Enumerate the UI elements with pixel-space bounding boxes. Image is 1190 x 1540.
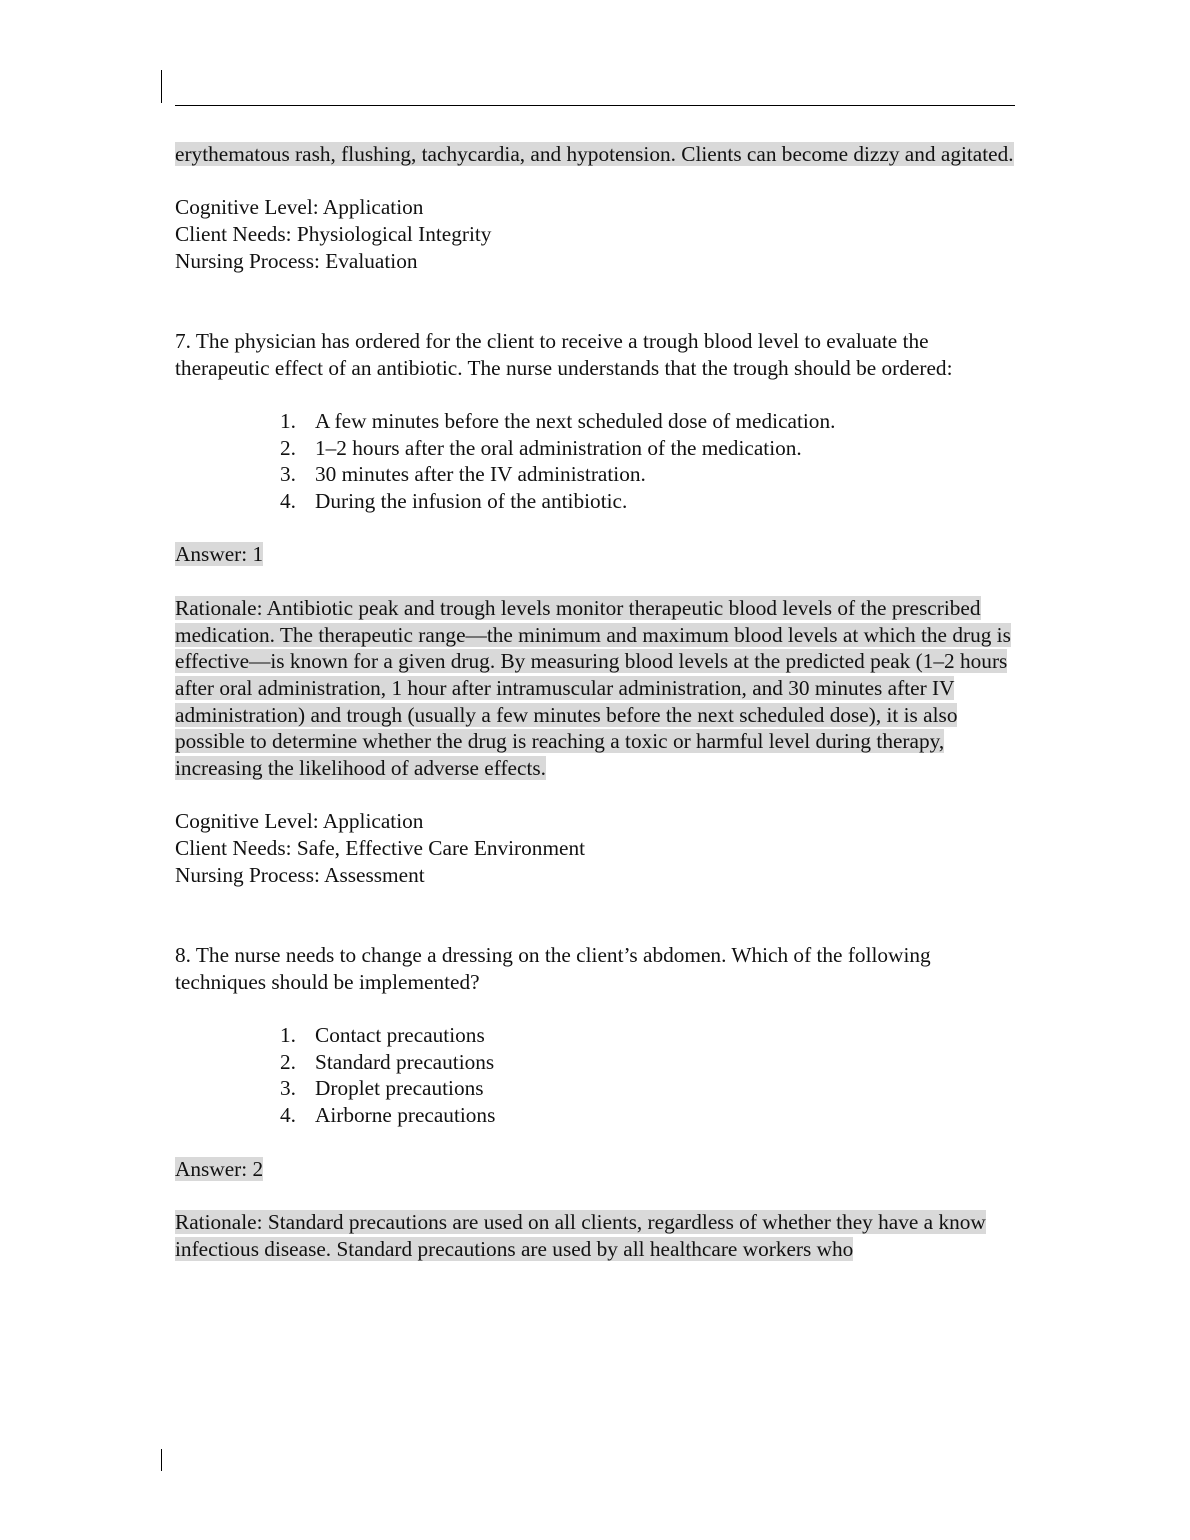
client-needs: Client Needs: Safe, Effective Care Environment — [175, 836, 586, 861]
cognitive-level: Cognitive Level: Application — [175, 195, 424, 220]
answer: Answer: 1 — [175, 542, 264, 567]
meta-block-1 — [175, 194, 1015, 274]
document-body — [175, 141, 1015, 1262]
rationale: Rationale: Standard precautions are used on all clients, regardless of whether they have a know infectious disease. Standard precautions are used by all healthcare workers who — [175, 1209, 986, 1261]
question-8 — [175, 942, 1015, 1262]
header-rule — [175, 105, 1015, 106]
option-item: 3. 30 minutes after the IV administration. — [280, 462, 646, 487]
cognitive-level: Cognitive Level: Application — [175, 809, 424, 834]
question-stem: 8. The nurse needs to change a dressing on the client’s abdomen. Which of the following techniques should be implemented? — [175, 942, 931, 994]
crop-mark-top — [161, 70, 162, 103]
option-item: 1. A few minutes before the next scheduled dose of medication. — [280, 408, 836, 433]
option-item: 1. Contact precautions — [280, 1023, 485, 1048]
option-item: 3. Droplet precautions — [280, 1076, 484, 1101]
continued-rationale: erythematous rash, flushing, tachycardia, and hypotension. Clients can become dizzy and agitated. — [175, 142, 1014, 166]
question-stem: 7. The physician has ordered for the client to receive a trough blood level to evaluate the therapeutic effect of an antibiotic. The nurse understands that the trough should be ordered: — [175, 328, 953, 380]
crop-mark-bottom — [161, 1449, 162, 1471]
option-item: 4. Airborne precautions — [280, 1103, 496, 1128]
option-item: 4. During the infusion of the antibiotic. — [280, 489, 628, 514]
answer-options — [175, 408, 1015, 515]
option-item: 2. Standard precautions — [280, 1049, 495, 1074]
answer: Answer: 2 — [175, 1156, 264, 1181]
rationale: Rationale: Antibiotic peak and trough levels monitor therapeutic blood levels of the prescribed medication. The therapeutic range—the minimum and maximum blood levels at which the drug is effective—is known for a given drug. By measuring blood levels at the predicted peak (1–2 hours after oral administration, 1 hour after intramuscular administration, and 30 minutes after IV administration) and trough (usually a few minutes before the next scheduled dose), it is also possible to determine whether the drug is reaching a toxic or harmful level during therapy, increasing the likelihood of adverse effects. — [175, 595, 1011, 781]
client-needs: Client Needs: Physiological Integrity — [175, 222, 492, 247]
question-7 — [175, 328, 1015, 889]
nursing-process: Nursing Process: Evaluation — [175, 248, 418, 273]
nursing-process: Nursing Process: Assessment — [175, 862, 425, 887]
option-item: 2. 1–2 hours after the oral administration of the medication. — [280, 435, 802, 460]
answer-options — [175, 1022, 1015, 1129]
